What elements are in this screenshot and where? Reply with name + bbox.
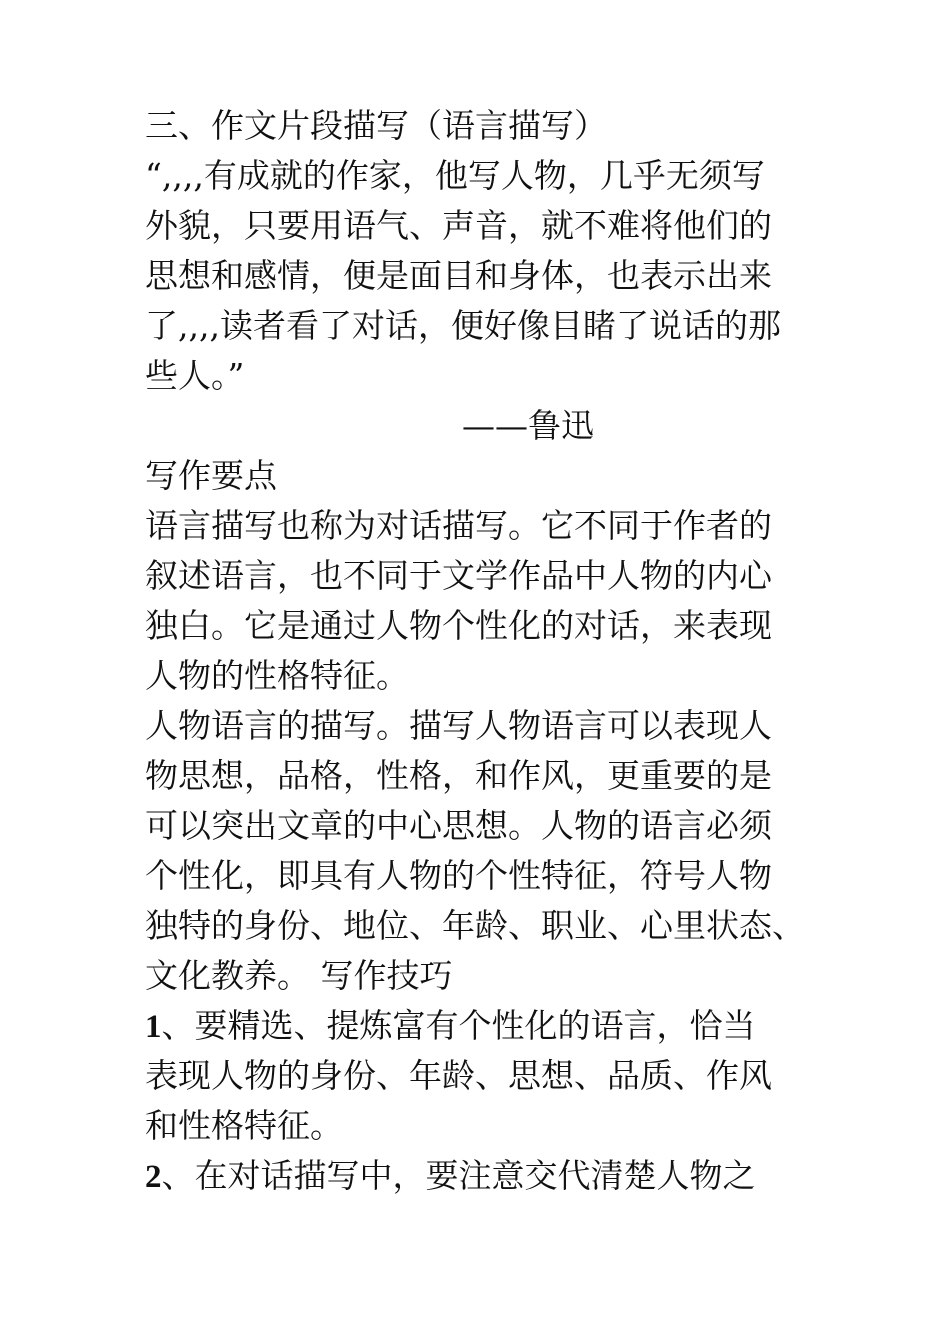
quote-line: 思想和感情，便是面目和身体，也表示出来 <box>145 256 772 295</box>
paragraph-line: 表现人物的身份、年龄、思想、品质、作风 <box>145 1056 772 1095</box>
tip-text: 、要精选、提炼富有个性化的语言，恰当 <box>161 1006 756 1045</box>
paragraph-line: 文化教养。 写作技巧 <box>145 956 453 995</box>
quote-attribution: ——鲁迅 <box>462 406 594 445</box>
quote-line: 些人。” <box>145 356 245 395</box>
paragraph-line: 可以突出文章的中心思想。人物的语言必须 <box>145 806 772 845</box>
paragraph-line: 人物的性格特征。 <box>145 656 409 695</box>
quote-line: 了,,,,读者看了对话，便好像目睹了说话的那 <box>145 306 781 345</box>
tip-text: 、在对话描写中，要注意交代清楚人物之 <box>161 1156 756 1195</box>
tip-number: 2 <box>145 1159 162 1195</box>
paragraph-line: 物思想，品格，性格，和作风，更重要的是 <box>145 756 772 795</box>
paragraph-line: 叙述语言，也不同于文学作品中人物的内心 <box>145 556 772 595</box>
paragraph-line: 独白。它是通过人物个性化的对话，来表现 <box>145 606 772 645</box>
section-heading: 写作要点 <box>145 456 277 495</box>
quote-line: “,,,,有成就的作家，他写人物，几乎无须写 <box>145 156 765 195</box>
tip-item <box>145 1006 825 1046</box>
paragraph-line: 语言描写也称为对话描写。它不同于作者的 <box>145 506 772 545</box>
paragraph-line: 人物语言的描写。描写人物语言可以表现人 <box>145 706 772 745</box>
paragraph-line: 独特的身份、地位、年龄、职业、心里状态、 <box>145 906 805 945</box>
quote-line: 外貌，只要用语气、声音，就不难将他们的 <box>145 206 772 245</box>
tip-number: 1 <box>145 1009 162 1045</box>
paragraph-line: 个性化，即具有人物的个性特征，符号人物 <box>145 856 772 895</box>
document-title: 三、作文片段描写（语言描写） <box>145 106 607 145</box>
tip-item <box>145 1156 825 1196</box>
paragraph-line: 和性格特征。 <box>145 1106 343 1145</box>
